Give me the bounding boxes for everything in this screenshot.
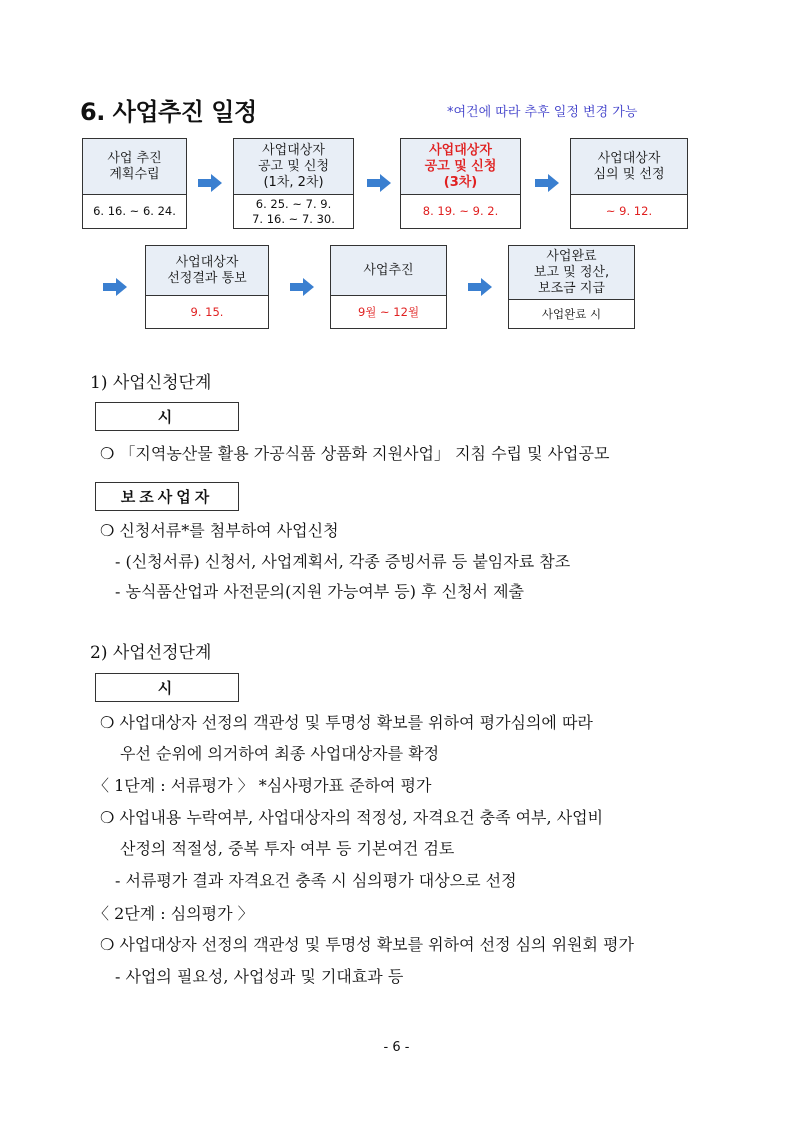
schedule-note: *여건에 따라 추후 일정 변경 가능 (447, 105, 638, 120)
step-label: 사업대상자 공고 및 신청 (1차, 2차) (234, 139, 353, 195)
page-number: - 6 - (383, 1040, 410, 1055)
step-label: 사업완료 보고 및 정산, 보조금 지급 (509, 246, 634, 300)
schedule-step-7 (508, 245, 635, 329)
step-label: 사업대상자 선정결과 통보 (146, 246, 268, 296)
section-title: 6. 사업추진 일정 (80, 98, 257, 126)
arrow-right-icon (535, 174, 559, 192)
step-date: ~ 9. 12. (605, 204, 653, 218)
step-label: 사업대상자 심의 및 선정 (571, 139, 687, 195)
step-date: 9. 15. (190, 304, 224, 319)
section1-line: ❍ 신청서류*를 첨부하여 사업신청 (100, 521, 339, 540)
section1-line: - 농식품산업과 사전문의(지원 가능여부 등) 후 신청서 제출 (115, 582, 524, 601)
section2-heading: 2) 사업선정단계 (90, 643, 212, 663)
section2-line: 〈 1단계 : 서류평가 〉 *심사평가표 준하여 평가 (93, 776, 432, 795)
section2-line: 산정의 적절성, 중복 투자 여부 등 기본여건 검토 (120, 839, 455, 858)
schedule-step-5 (145, 245, 269, 329)
step-date: 8. 19. ~ 9. 2. (422, 204, 499, 218)
step-label: 사업추진 (331, 246, 446, 296)
arrow-right-icon (367, 174, 391, 192)
arrow-right-icon (290, 278, 314, 296)
section2-line: - 사업의 필요성, 사업성과 및 기대효과 등 (115, 967, 404, 986)
arrow-right-icon (198, 174, 222, 192)
section2-line: ❍ 사업대상자 선정의 객관성 및 투명성 확보를 위하여 평가심의에 따라 (100, 713, 593, 732)
section2-line: 우선 순위에 의거하여 최종 사업대상자를 확정 (120, 744, 440, 763)
schedule-step-4 (570, 138, 688, 229)
section1-line: - (신청서류) 신청서, 사업계획서, 각종 증빙서류 등 붙임자료 참조 (115, 552, 571, 571)
section2-line: - 서류평가 결과 자격요건 충족 시 심의평가 대상으로 선정 (115, 871, 517, 890)
section1-heading: 1) 사업신청단계 (90, 373, 212, 393)
step-label: 사업 추진 계획수립 (83, 139, 186, 195)
actor-label-grantee: 보조사업자 (95, 482, 239, 511)
arrow-right-icon (103, 278, 127, 296)
schedule-step-2 (233, 138, 354, 229)
step-date: 6. 25. ~ 7. 9. 7. 16. ~ 7. 30. (252, 196, 335, 226)
section2-line: ❍ 사업내용 누락여부, 사업대상자의 적정성, 자격요건 충족 여부, 사업비 (100, 808, 604, 827)
step-date: 6. 16. ~ 6. 24. (93, 204, 176, 218)
step-date: 사업완료 시 (541, 306, 602, 321)
actor-label-city: 시 (95, 673, 239, 702)
step-label: 사업대상자 공고 및 신청 (3차) (401, 139, 520, 195)
actor-label-city: 시 (95, 402, 239, 431)
step-date: 9월 ~ 12월 (357, 304, 420, 319)
schedule-step-1 (82, 138, 187, 229)
section2-line: ❍ 사업대상자 선정의 객관성 및 투명성 확보를 위하여 선정 심의 위원회 평가 (100, 935, 634, 954)
arrow-right-icon (468, 278, 492, 296)
section2-line: 〈 2단계 : 심의평가 〉 (93, 904, 254, 923)
section1-line: ❍ 「지역농산물 활용 가공식품 상품화 지원사업」 지침 수립 및 사업공모 (100, 444, 610, 463)
schedule-step-6 (330, 245, 447, 329)
schedule-step-3 (400, 138, 521, 229)
